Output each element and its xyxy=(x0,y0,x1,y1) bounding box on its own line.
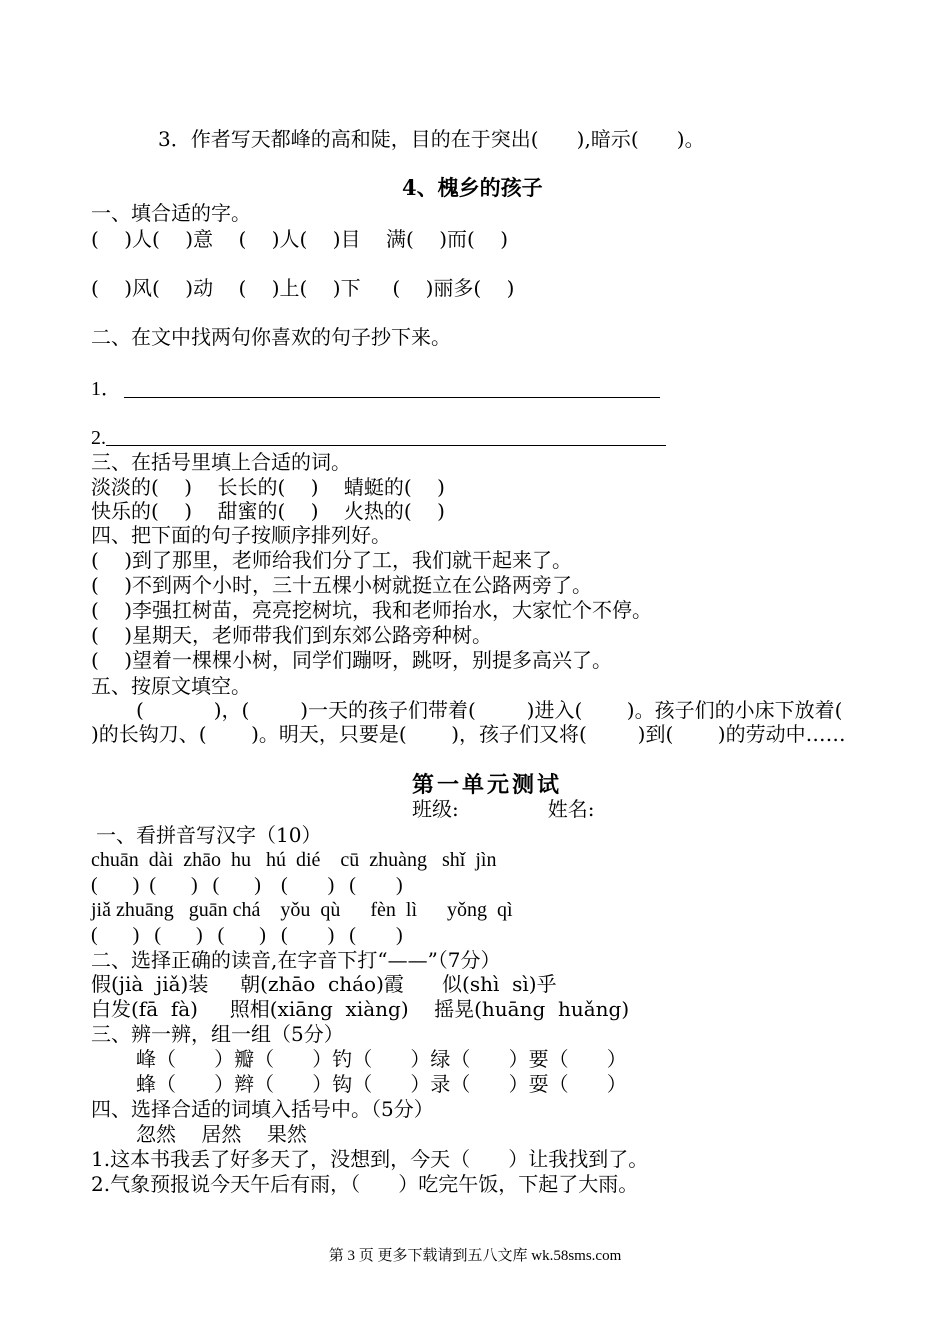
unit-test-title: 第一单元测试 xyxy=(412,772,563,798)
fill-original-line-1: ( )，( )一天的孩子们带着( )进入( )。孩子们的小床下放着( xyxy=(136,698,843,722)
pinyin-row-2: jiǎ zhuāng guān chá yǒu qù fèn lì yǒng qì xyxy=(91,899,513,921)
order-item-3: ( )李强扛树苗，亮亮挖树坑，我和老师抬水，大家忙个不停。 xyxy=(91,598,653,622)
heading-fill-words: 一、填合适的字。 xyxy=(91,201,251,225)
reading-row-1: 假(jià jiǎ)装 朝(zhāo cháo)霞 似(shì sì)乎 xyxy=(91,972,557,996)
heading-fill-brackets: 三、在括号里填上合适的词。 xyxy=(91,450,351,474)
heading-choose-reading: 二、选择正确的读音,在字音下打“——”（7分） xyxy=(91,948,501,972)
answer-line-1 xyxy=(124,397,660,398)
reading-row-2: 白发(fā fà) 照相(xiāng xiàng) 摇晃(huāng huǎng) xyxy=(91,997,630,1021)
page-footer: 第 3 页 更多下载请到五八文库 wk.58sms.com xyxy=(328,1248,622,1264)
order-item-4: ( )星期天，老师带我们到东郊公路旁种树。 xyxy=(91,623,493,647)
fill-row-2: ( )风( )动 ( )上( )下 ( )丽多( ) xyxy=(91,276,515,300)
heading-distinguish: 三、辨一辨，组一组（5分） xyxy=(91,1022,344,1046)
heading-fill-original: 五、按原文填空。 xyxy=(91,674,251,698)
distinguish-row-2: 蜂（ ）辫（ ）钩（ ）录（ ）耍（ ） xyxy=(136,1072,627,1096)
heading-choose-words: 四、选择合适的词填入括号中。（5分） xyxy=(91,1097,434,1121)
order-item-5: ( )望着一棵棵小树，同学们蹦呀，跳呀，别提多高兴了。 xyxy=(91,648,613,672)
class-name-line: 班级: 姓名: xyxy=(412,797,595,821)
copy-line-1-label: 1． xyxy=(91,378,121,400)
distinguish-row-1: 峰（ ）瓣（ ）钓（ ）绿（ ）要（ ） xyxy=(136,1047,627,1071)
heading-order-sentences: 四、把下面的句子按顺序排列好。 xyxy=(91,523,391,547)
answer-line-2 xyxy=(106,445,666,446)
section-title-4: 4、槐乡的孩子 xyxy=(402,175,543,200)
question-3: 3．作者写天都峰的高和陡，目的在于突出( ),暗示( )。 xyxy=(158,127,705,151)
choose-sentence-1: 1.这本书我丢了好多天了，没想到，今天（ ）让我找到了。 xyxy=(91,1147,649,1171)
bracket-row-2: 快乐的( ) 甜蜜的( ) 火热的( ) xyxy=(91,499,445,523)
order-item-2: ( )不到两个小时，三十五棵小树就挺立在公路两旁了。 xyxy=(91,573,593,597)
order-item-1: ( )到了那里，老师给我们分了工，我们就干起来了。 xyxy=(91,548,573,572)
bracket-row-1: 淡淡的( ) 长长的( ) 蜻蜓的( ) xyxy=(91,475,445,499)
word-choices: 忽然 居然 果然 xyxy=(136,1122,307,1146)
choose-sentence-2: 2.气象预报说今天午后有雨，（ ）吃完午饭，下起了大雨。 xyxy=(91,1172,639,1196)
heading-pinyin-write: 一、看拼音写汉字（10） xyxy=(96,823,322,847)
bracket-blanks-row-2: ( ) ( ) ( ) ( ) ( ) xyxy=(91,924,403,946)
pinyin-row-1: chuān dài zhāo hu hú dié cū zhuàng shǐ jìn xyxy=(91,849,497,871)
bracket-blanks-row-1: ( ) ( ) ( ) ( ) ( ) xyxy=(91,874,403,896)
heading-copy-sentences: 二、在文中找两句你喜欢的句子抄下来。 xyxy=(91,325,451,349)
fill-original-line-2: )的长钩刀、( )。明天，只要是( )，孩子们又将( )到( )的劳动中…… xyxy=(91,722,846,746)
copy-line-2-label: 2. xyxy=(91,427,106,449)
fill-row-1: ( )人( )意 ( )人( )目 满( )而( ) xyxy=(91,227,509,251)
